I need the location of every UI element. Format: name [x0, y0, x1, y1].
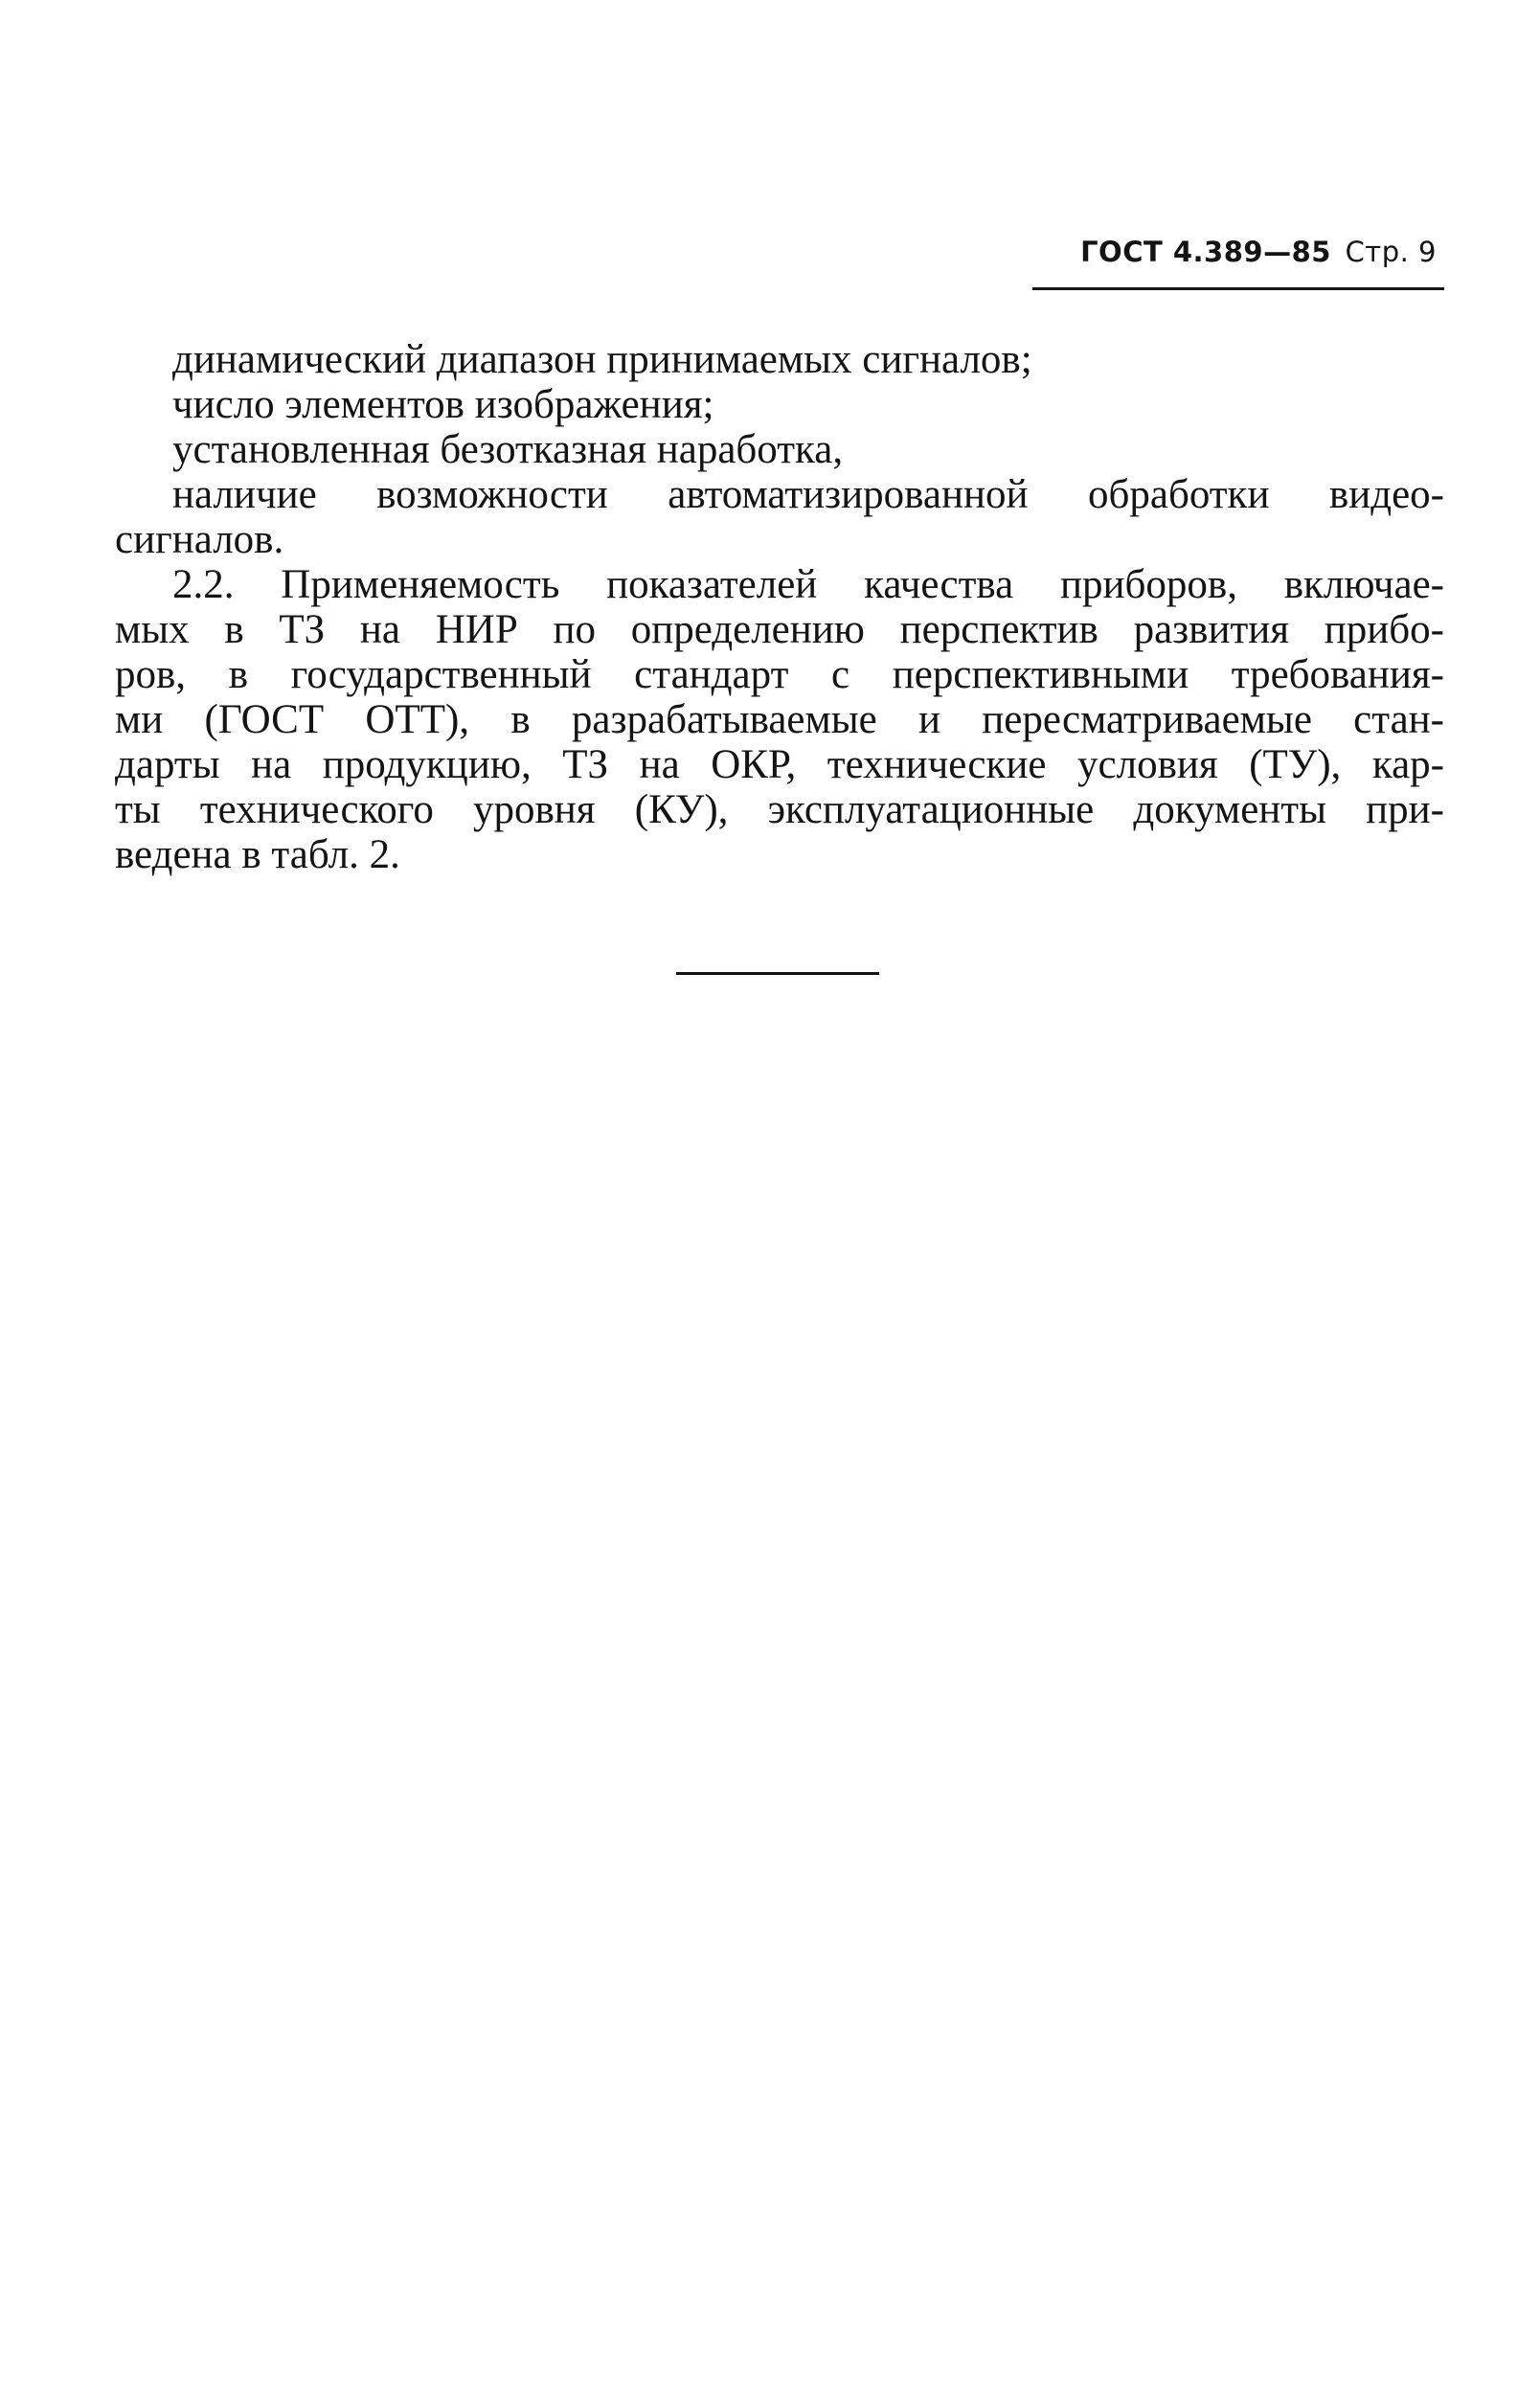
text-line: наличие возможности автоматизированной обработки видео- [172, 472, 1444, 517]
text-line: установленная безотказная наработка, [172, 427, 844, 472]
text-line: ты технического уровня (КУ), эксплуатационные документы при- [115, 787, 1444, 832]
text-line: сигналов. [115, 517, 284, 562]
text-line: динамический диапазон принимаемых сигналов; [172, 337, 1032, 382]
page-number: Стр. 9 [1345, 236, 1437, 268]
text-line: ведена в табл. 2. [115, 832, 400, 877]
text-line: 2.2. Применяемость показателей качества приборов, включае- [172, 562, 1444, 607]
text-line: ми (ГОСТ ОТТ), в разрабатываемые и пересматриваемые стан- [115, 697, 1444, 742]
page-header [1080, 236, 1437, 268]
body-text [115, 337, 1444, 877]
end-rule [676, 972, 879, 975]
text-line: дарты на продукцию, ТЗ на ОКР, технические условия (ТУ), кар- [115, 742, 1444, 787]
header-rule [1032, 287, 1444, 290]
document-id: ГОСТ 4.389—85 [1080, 236, 1331, 268]
text-line: мых в ТЗ на НИР по определению перспектив развития прибо- [115, 607, 1444, 652]
text-line: число элементов изображения; [172, 382, 714, 427]
text-line: ров, в государственный стандарт с перспективными требования- [115, 652, 1444, 697]
